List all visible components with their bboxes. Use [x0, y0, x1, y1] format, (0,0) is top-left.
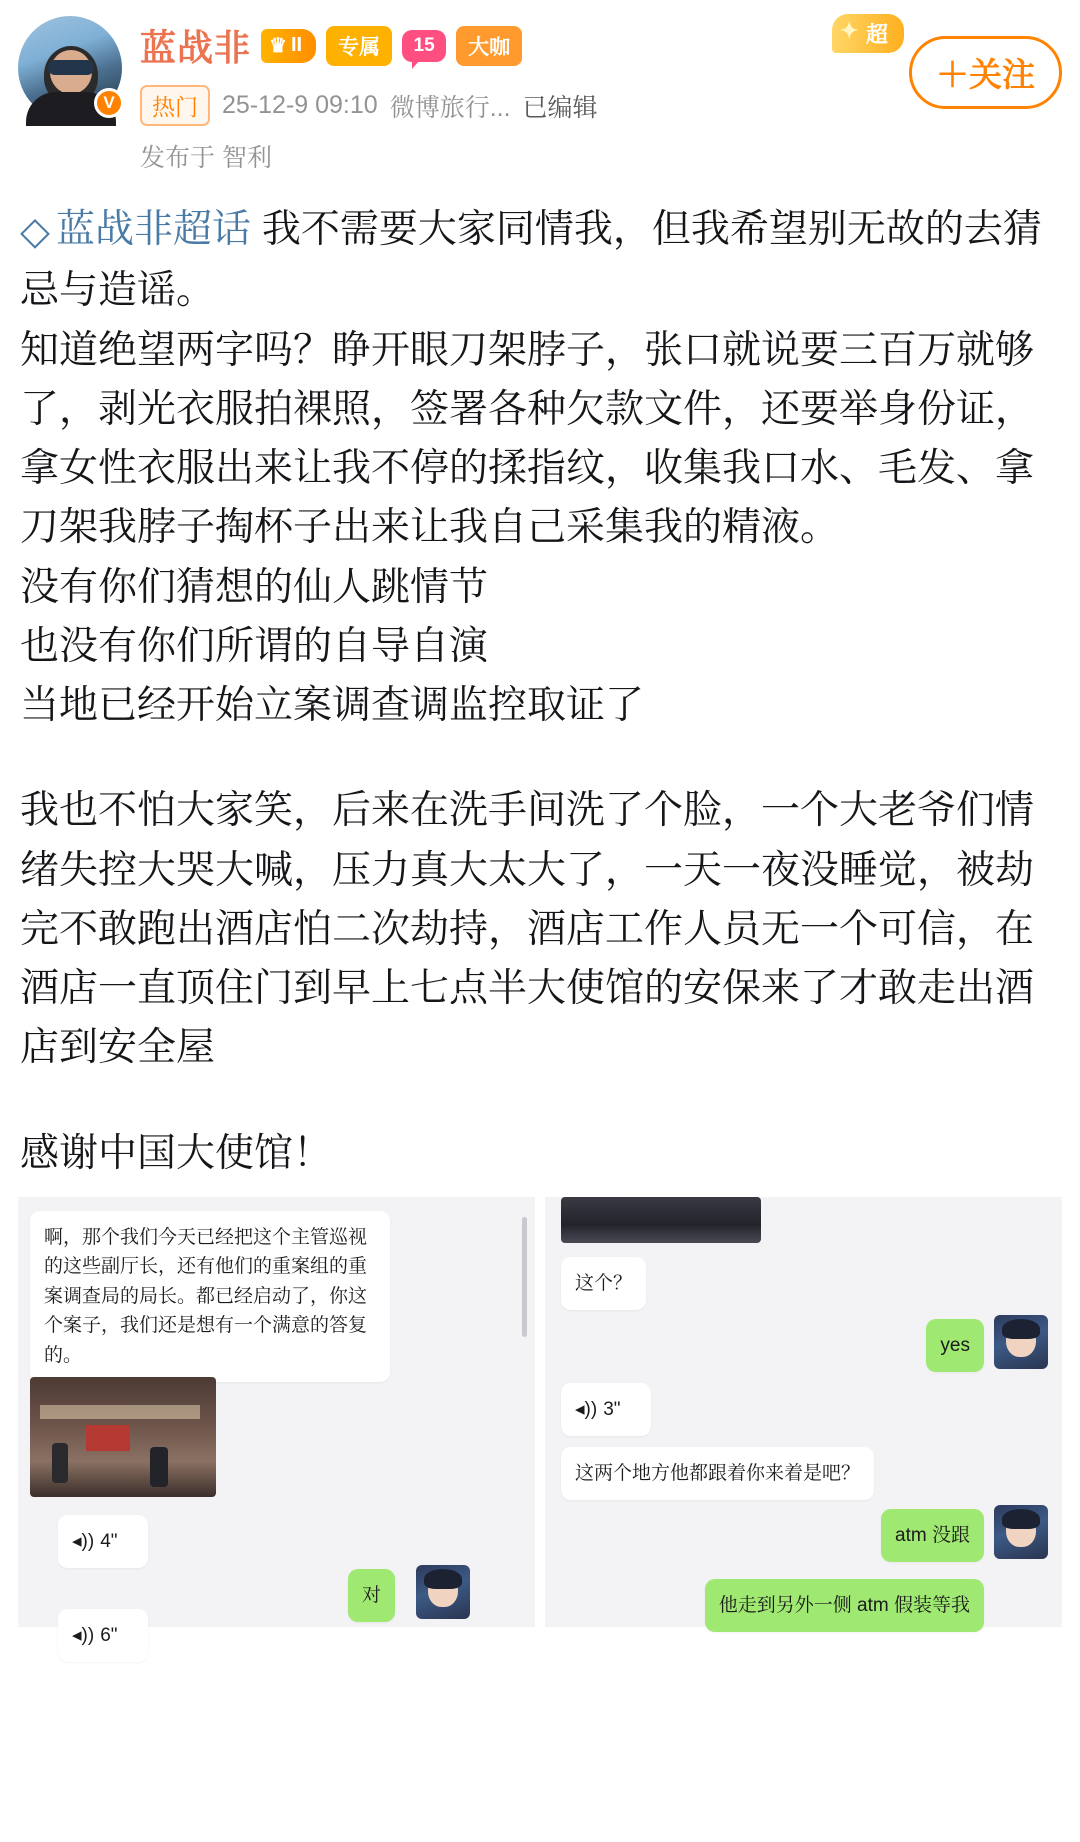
content-line-3: 也没有你们所谓的自导自演	[20, 624, 489, 668]
content-spacer-2	[20, 1078, 1060, 1124]
chat-dark-header	[561, 1197, 761, 1243]
chat-screenshot-left[interactable]	[18, 1197, 535, 1646]
avatar[interactable]	[18, 16, 122, 120]
supertopic-badge[interactable]	[832, 14, 904, 53]
chat-bubble-followup: 这两个地方他都跟着你来着是吧？	[561, 1447, 874, 1500]
content-line-4: 当地已经开始立案调查调监控取证了	[20, 684, 645, 728]
content-line-2: 没有你们猜想的仙人跳情节	[20, 565, 489, 609]
post-header	[0, 0, 1080, 174]
chat-bubble-text: 啊，那个我们今天已经把这个主管巡视的这些副厅长，还有他们的重案组的重案调查局的局长。都已经启动了，你这个案子，我们还是想有一个满意的答复的。	[30, 1211, 390, 1382]
vip-level-label: II	[290, 34, 303, 56]
chat-bubble-yes: yes	[926, 1319, 984, 1372]
user-nickname[interactable]: 蓝战非	[140, 27, 252, 68]
gem-icon: ◇	[20, 210, 50, 253]
exclusive-tag[interactable]: 专属	[326, 26, 392, 66]
post-location: 发布于 智利	[140, 144, 272, 172]
content-line-6: 我也不怕大家笑，后来在洗手间洗了个脸，一个大老爷们情绪失控大哭大喊，压力真大太大了，一天一夜没睡觉，被劫完不敢跑出酒店怕二次劫持，酒店工作人员无一个可信，在酒店一直顶住门到早上七点半大使馆的安保来了才敢走出酒店到安全屋	[20, 789, 1035, 1070]
supertopic-link[interactable]: ◇ 蓝战非超话	[20, 208, 251, 251]
hot-badge: 热门	[140, 85, 210, 126]
speaker-icon: ◂))	[575, 1398, 598, 1420]
follow-button[interactable]: ＋关注	[909, 36, 1062, 109]
chat-avatar[interactable]	[416, 1565, 470, 1619]
edited-label[interactable]: 已编辑	[522, 93, 598, 122]
content-line-8: 感谢中国大使馆！	[20, 1131, 333, 1175]
chat-bubble-atm2: 他走到另外一侧 atm 假装等我	[705, 1579, 984, 1632]
content-spacer-1	[20, 735, 1060, 781]
fan-level-tag[interactable]: 15	[402, 30, 446, 62]
post-content	[0, 174, 1080, 1183]
chat-bubble-question: 这个？	[561, 1257, 646, 1310]
content-text-0: 我不需要大家同情我，但我希望别无故的去猜忌与造谣。	[20, 208, 1042, 313]
chat-bubble-reply: 对	[348, 1569, 395, 1622]
chat-image-thumbnail[interactable]	[30, 1377, 216, 1497]
post-time: 25-12-9 09:10	[222, 91, 378, 119]
supertopic-badge-label: 超	[866, 22, 889, 47]
chat-avatar[interactable]	[994, 1505, 1048, 1559]
vip-level-badge[interactable]	[261, 29, 316, 63]
content-line-0	[20, 200, 1060, 321]
content-line-1: 知道绝望两字吗？睁开眼刀架脖子，张口就说要三百万就够了，剥光衣服拍裸照，签署各种欠款文件，还要举身份证，拿女性衣服出来让我不停的揉指纹，收集我口水、毛发、拿刀架我脖子掏杯子出来让我自己采集我的精液。	[20, 328, 1035, 550]
influencer-tag[interactable]: 大咖	[456, 26, 522, 66]
post-source[interactable]: 微博旅行...	[389, 93, 511, 122]
post-images	[0, 1183, 1080, 1646]
speaker-icon: ◂))	[72, 1530, 95, 1552]
scrollbar[interactable]	[522, 1217, 527, 1337]
verified-badge-icon: V	[94, 88, 124, 118]
chat-bubble-atm: atm 没跟	[881, 1509, 984, 1562]
speaker-icon: ◂))	[72, 1624, 95, 1646]
chat-voice-bubble-3[interactable]: ◂)) 3"	[561, 1383, 651, 1436]
chat-voice-bubble-2[interactable]: ◂)) 6"	[58, 1609, 148, 1662]
chat-voice-bubble[interactable]: ◂)) 4"	[58, 1515, 148, 1568]
chat-screenshot-right[interactable]	[545, 1197, 1062, 1627]
sparkle-icon: ✦	[840, 18, 859, 43]
follow-area	[832, 14, 1062, 104]
crown-icon: ♛	[269, 35, 287, 57]
chat-avatar[interactable]	[994, 1315, 1048, 1369]
